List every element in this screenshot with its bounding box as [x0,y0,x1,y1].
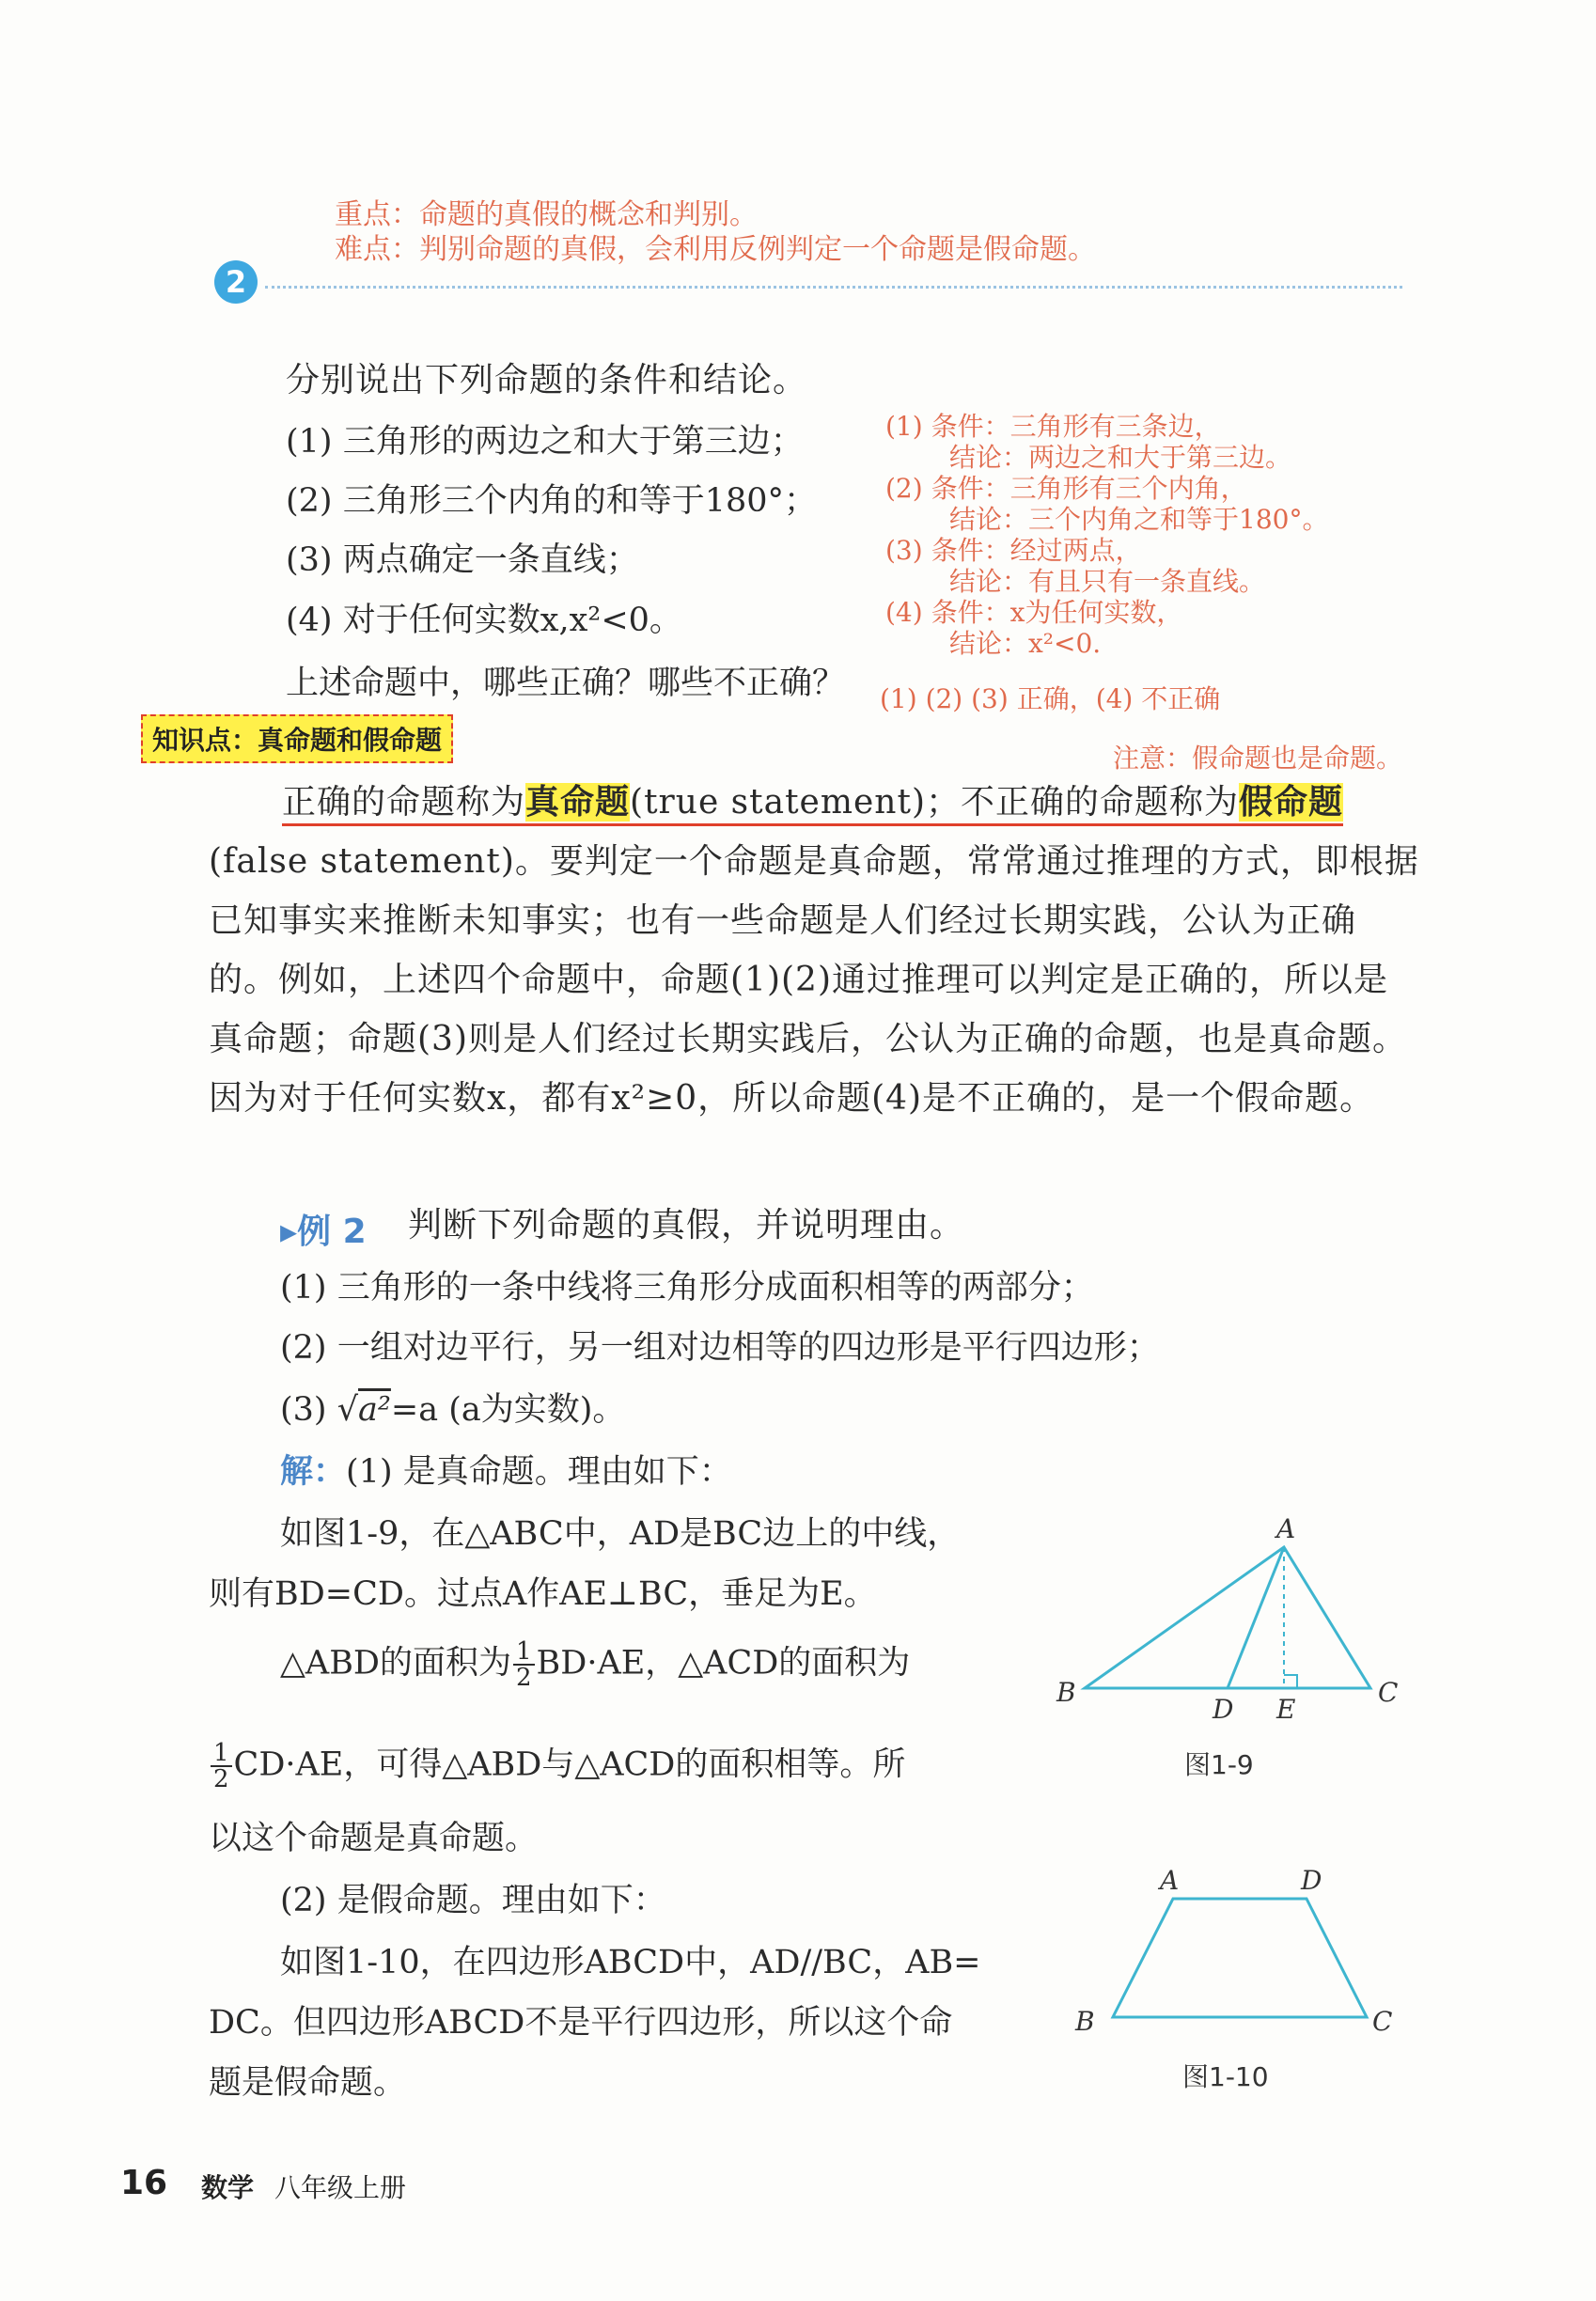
exercise-item-3: (3) 两点确定一条直线； [286,541,639,579]
term-true-statement: 真命题 [525,783,631,822]
solution-1-head: (1) 是真命题。理由如下： [346,1453,732,1491]
annotation-2-condition: (2) 条件：三角形有三个内角， [885,473,1247,504]
solution-1-line-2: 则有BD=CD。过点A作AE⊥BC，垂足为E。 [209,1575,877,1613]
example-item-1: (1) 三角形的一条中线将三角形分成面积相等的两部分； [280,1269,1094,1307]
solution-1-area-line [280,1639,910,1690]
annotation-3-conclusion: 结论：有且只有一条直线。 [949,566,1266,597]
knowledge-line-1: (false statement)。要判定一个命题是真命题，常常通过推理的方式，即根据 [209,842,1419,881]
area-text-c: CD·AE，可得△ABD与△ACD的面积相等。所 [233,1745,906,1784]
solution-2-head: (2) 是假命题。理由如下： [280,1882,666,1919]
annotation-4-conclusion: 结论：x²<0. [949,628,1102,659]
definition-line [282,784,1343,826]
solution-1-end: 以这个命题是真命题。 [209,1820,539,1857]
knowledge-line-4: 真命题；命题(3)则是人们经过长期实践后，公认为正确的命题，也是真命题。 [209,1020,1407,1058]
triangle-abc [1085,1547,1370,1688]
label-b: B [1056,1677,1076,1708]
example-item-3-prefix: (3) [280,1391,337,1429]
exercise-item-4: (4) 对于任何实数x,x²<0。 [286,602,682,639]
exercise-item-2: (2) 三角形三个内角的和等于180°； [286,482,818,520]
sqrt-expression: √a² [336,1391,391,1429]
area-text-b: BD·AE，△ACD的面积为 [536,1644,911,1683]
definition-text-b: (true statement)；不正确的命题称为 [630,783,1240,822]
example-prompt: 判断下列命题的真假，并说明理由。 [408,1206,965,1244]
exercise-question: 上述命题中，哪些正确？哪些不正确？ [286,665,846,702]
label-a: A [1160,1865,1180,1896]
annotation-1-condition: (1) 条件：三角形有三条边， [885,411,1221,442]
example-item-2: (2) 一组对边平行，另一组对边相等的四边形是平行四边形； [280,1329,1160,1367]
knowledge-point-tag: 知识点：真命题和假命题 [141,714,453,763]
difficulty-note: 难点：判别命题的真假，会利用反例判定一个命题是假命题。 [335,233,1096,266]
section-divider [265,286,1402,289]
example-item-3 [280,1391,625,1429]
label-b: B [1075,2006,1095,2037]
quadrilateral-abcd [1113,1899,1367,2017]
label-a: A [1276,1513,1296,1544]
right-angle-mark [1284,1675,1297,1688]
section-number-badge: 2 [214,260,258,304]
fraction-half: $\frac{1}{2}$ [513,1639,535,1690]
example-item-3-suffix: =a (a为实数)。 [390,1391,626,1429]
solution-line [280,1453,732,1491]
footer-grade: 八年级上册 [274,2172,407,2203]
solution-label: 解： [280,1453,347,1491]
annotation-2-conclusion: 结论：三个内角之和等于180°。 [949,504,1329,535]
knowledge-line-3: 的。例如，上述四个命题中，命题(1)(2)通过推理可以判定是正确的，所以是 [209,961,1388,999]
footer-subject: 数学 [201,2172,255,2203]
solution-2-line-2: DC。但四边形ABCD不是平行四边形，所以这个命 [209,2004,953,2042]
annotation-1-conclusion: 结论：两边之和大于第三边。 [949,442,1292,473]
annotation-3-condition: (3) 条件：经过两点， [885,535,1142,566]
label-c: C [1372,2006,1393,2037]
label-c: C [1378,1677,1399,1708]
annotation-4-condition: (4) 条件：x为任何实数， [885,597,1183,628]
figure-1-10 [1062,1859,1410,2047]
definition-text-a: 正确的命题称为 [282,783,526,822]
attention-note: 注意：假命题也是命题。 [1113,743,1403,774]
solution-2-line-3: 题是假命题。 [209,2064,407,2102]
answer-annotation: (1) (2) (3) 正确，(4) 不正确 [880,683,1221,714]
figure-1-10-caption: 图1-10 [1182,2061,1269,2092]
label-d: D [1213,1694,1234,1725]
fraction-half-2: $\frac{1}{2}$ [211,1741,232,1792]
exercise-prompt: 分别说出下列命题的条件和结论。 [286,361,808,399]
term-false-statement: 假命题 [1239,783,1344,822]
area-text-a: △ABD的面积为 [280,1644,511,1683]
figure-1-9-caption: 图1-9 [1184,1749,1254,1780]
example-label: ▸例 2 [280,1213,367,1251]
key-point-note: 重点：命题的真假的概念和判别。 [335,198,758,231]
solution-1-area-line-2 [209,1741,905,1792]
knowledge-line-5: 因为对于任何实数x，都有x²≥0，所以命题(4)是不正确的，是一个假命题。 [209,1079,1375,1118]
knowledge-line-2: 已知事实来推断未知事实；也有一些命题是人们经过长期实践，公认为正确 [209,901,1357,940]
label-d: D [1301,1865,1322,1896]
page-number: 16 [120,2164,168,2202]
solution-2-line-1: 如图1-10，在四边形ABCD中，AD//BC，AB= [280,1944,981,1981]
solution-1-line-1: 如图1-9，在△ABC中，AD是BC边上的中线， [280,1515,961,1553]
label-e: E [1276,1694,1296,1725]
figure-1-9 [1043,1504,1419,1730]
exercise-item-1: (1) 三角形的两边之和大于第三边； [286,423,804,461]
